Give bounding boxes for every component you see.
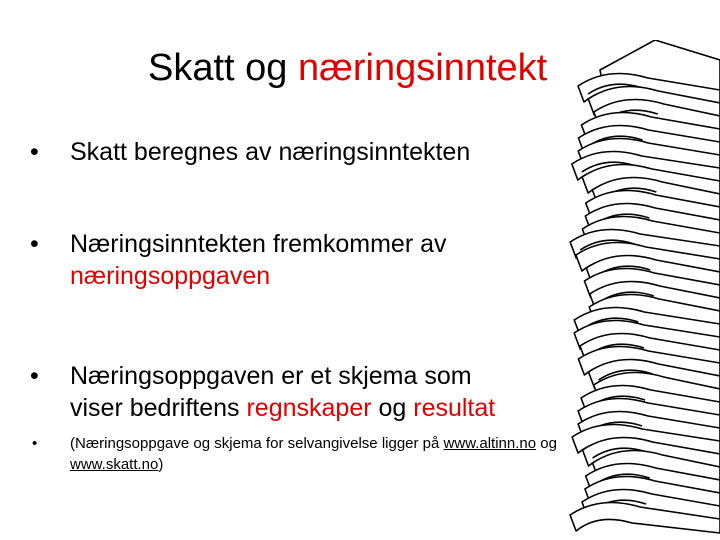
bullet-text-line-1: Næringsoppgaven er et skjema som	[70, 362, 472, 390]
title-part-2: næringsinntekt	[297, 47, 548, 89]
bullet-icon: •	[30, 230, 39, 258]
title-part-1: Skatt og	[148, 47, 298, 89]
note-item	[30, 433, 557, 475]
altinn-link[interactable]: www.altinn.no	[443, 435, 537, 452]
bullet-text-segment: og	[371, 394, 414, 422]
note-text	[70, 433, 557, 475]
note-text-segment: (Næringsoppgave og skjema for selvangivelse ligger på	[70, 435, 444, 452]
bullet-text: Skatt beregnes av næringsinntekten	[70, 138, 471, 166]
note-text-segment: )	[158, 456, 164, 473]
slide-title	[148, 44, 547, 92]
skatt-link[interactable]: www.skatt.no	[70, 456, 159, 473]
bullet-item-3	[30, 360, 495, 424]
bullet-icon: •	[32, 435, 38, 452]
bullet-item-2	[30, 228, 447, 292]
highlight-regnskaper: regnskaper	[246, 394, 372, 422]
bullet-icon: •	[30, 362, 39, 390]
highlight-resultat: resultat	[413, 394, 496, 422]
stack-of-papers-image	[560, 40, 720, 540]
bullet-text-line-1: Næringsinntekten fremkommer av	[70, 230, 447, 258]
note-text-segment: og	[536, 435, 557, 452]
bullet-text-line-2: næringsoppgaven	[70, 262, 271, 290]
bullet-text	[70, 228, 447, 292]
bullet-item-1	[30, 136, 470, 168]
bullet-text-segment: viser bedriftens	[70, 394, 247, 422]
bullet-icon: •	[30, 138, 39, 166]
bullet-text	[70, 360, 495, 424]
